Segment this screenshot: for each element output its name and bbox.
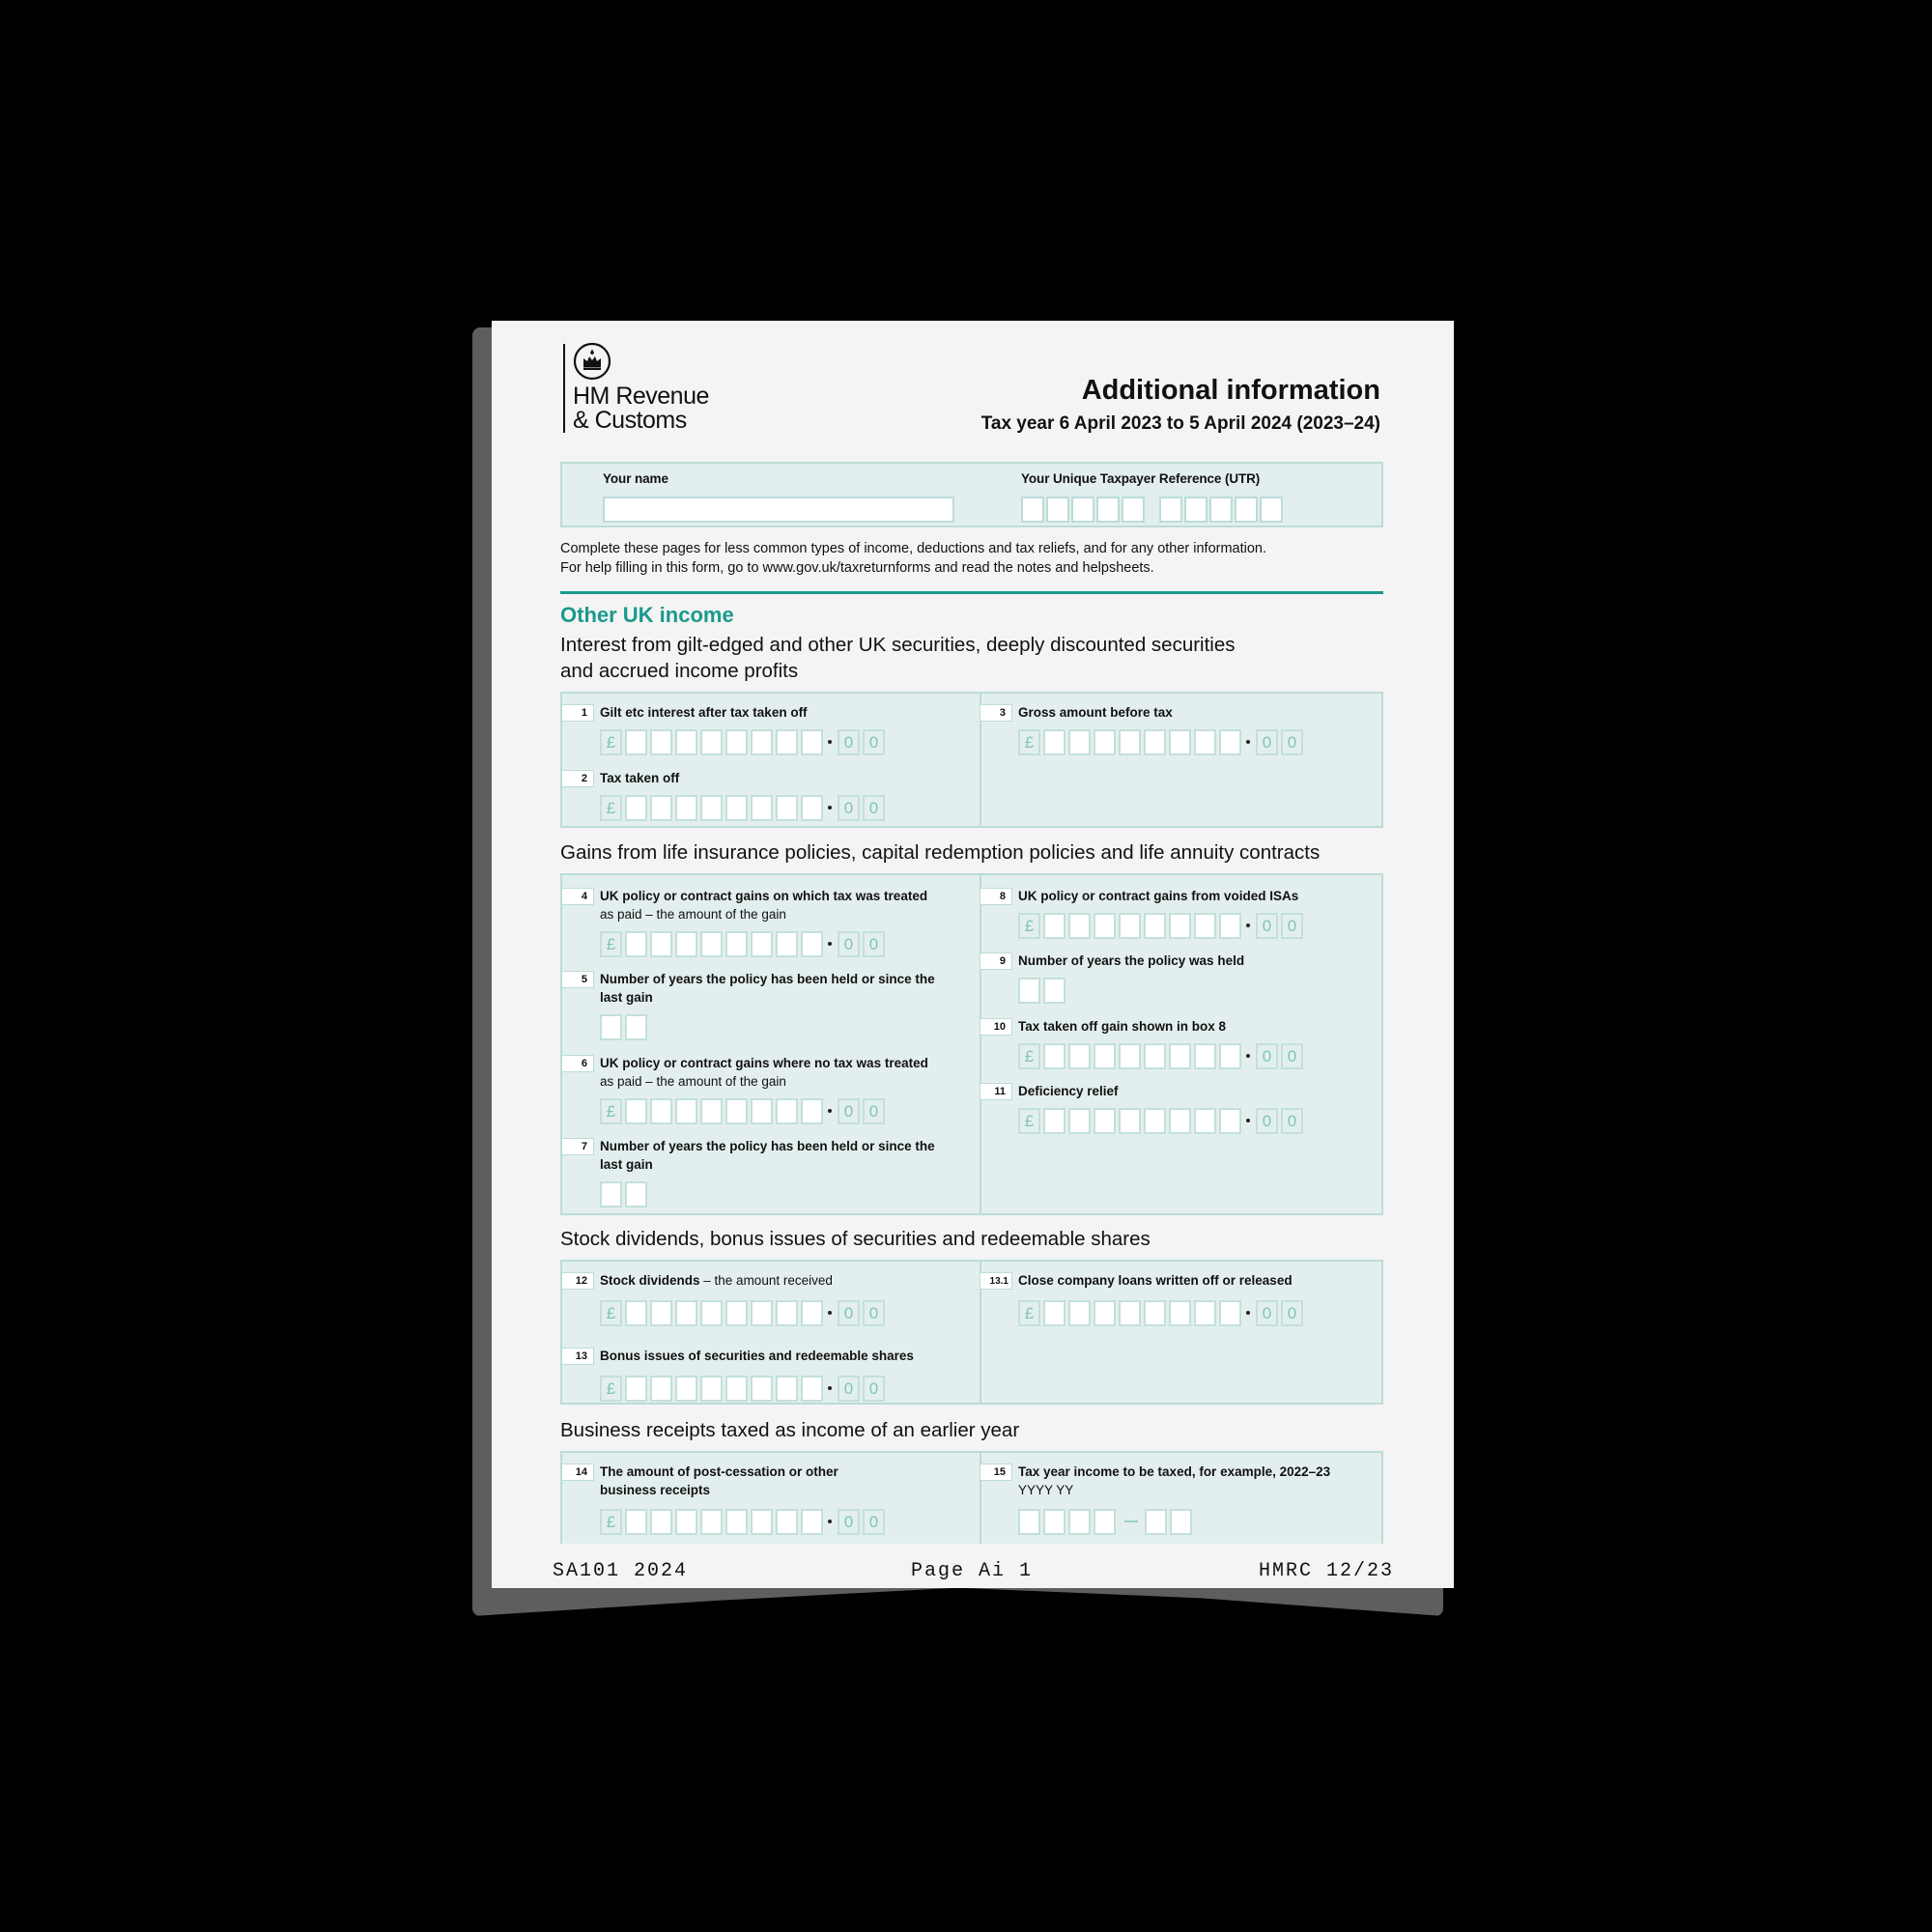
pound-sign-icon: £ bbox=[600, 1098, 622, 1124]
digit-box[interactable] bbox=[776, 931, 798, 957]
pence-box: 0 bbox=[863, 1509, 885, 1535]
pound-sign-icon: £ bbox=[600, 1509, 622, 1535]
digit-box[interactable] bbox=[1169, 1043, 1191, 1069]
digit-box[interactable] bbox=[1119, 1300, 1141, 1326]
decimal-point bbox=[1246, 1311, 1250, 1315]
pence-box: 0 bbox=[1256, 1108, 1278, 1134]
digit-box[interactable] bbox=[1043, 913, 1065, 939]
digit-box[interactable] bbox=[625, 1300, 647, 1326]
digit-box[interactable] bbox=[776, 795, 798, 821]
year-digit-box[interactable] bbox=[1043, 1509, 1065, 1535]
digit-box[interactable] bbox=[625, 1098, 647, 1124]
pence-box: 0 bbox=[863, 1376, 885, 1402]
digit-box[interactable] bbox=[1043, 1108, 1065, 1134]
decimal-point bbox=[1246, 923, 1250, 927]
digit-box[interactable] bbox=[751, 795, 773, 821]
digit-box[interactable] bbox=[1094, 729, 1116, 755]
digit-box[interactable] bbox=[751, 1300, 773, 1326]
digit-box[interactable] bbox=[1144, 1300, 1166, 1326]
digit-box[interactable] bbox=[801, 1376, 823, 1402]
digit-box[interactable] bbox=[650, 795, 672, 821]
digit-box[interactable] bbox=[1194, 729, 1216, 755]
decimal-point bbox=[828, 942, 832, 946]
utr-digit-box[interactable] bbox=[1260, 497, 1283, 523]
digit-box[interactable] bbox=[1068, 1043, 1091, 1069]
column-divider bbox=[980, 875, 981, 1213]
digit-box[interactable] bbox=[1194, 913, 1216, 939]
taxpayer-details-panel bbox=[560, 462, 1383, 527]
footer-version: HMRC 12/23 bbox=[1258, 1560, 1394, 1582]
digit-box[interactable] bbox=[1094, 1043, 1116, 1069]
pound-sign-icon: £ bbox=[1018, 1300, 1040, 1326]
field-label: Close company loans written off or released bbox=[1018, 1273, 1293, 1288]
digit-box[interactable] bbox=[751, 1098, 773, 1124]
dash-separator bbox=[1124, 1520, 1138, 1522]
digit-box[interactable] bbox=[801, 1098, 823, 1124]
tax-year-subtitle: Tax year 6 April 2023 to 5 April 2024 (2023–24) bbox=[980, 413, 1380, 434]
label-line: Number of years the policy has been held or since the bbox=[600, 972, 935, 986]
digit-box[interactable] bbox=[650, 1509, 672, 1535]
year-digit-box[interactable] bbox=[1170, 1509, 1192, 1535]
digit-box[interactable] bbox=[675, 1376, 697, 1402]
field-label: Tax taken off bbox=[600, 771, 680, 785]
label-line: UK policy or contract gains where no tax was treated bbox=[600, 1056, 928, 1070]
digit-box[interactable] bbox=[776, 1509, 798, 1535]
form-page bbox=[492, 321, 1454, 1588]
decimal-point bbox=[1246, 740, 1250, 744]
hmrc-logo-text bbox=[573, 384, 709, 433]
box-number: 1 bbox=[562, 704, 594, 722]
pence-box: 0 bbox=[1281, 913, 1303, 939]
decimal-point bbox=[828, 806, 832, 810]
decimal-point bbox=[828, 1109, 832, 1113]
digit-box[interactable] bbox=[801, 1509, 823, 1535]
digit-box[interactable] bbox=[600, 1014, 622, 1040]
pence-box: 0 bbox=[1256, 1300, 1278, 1326]
pence-box: 0 bbox=[863, 729, 885, 755]
pence-box: 0 bbox=[1256, 1043, 1278, 1069]
digit-box[interactable] bbox=[751, 1376, 773, 1402]
label-line: business receipts bbox=[600, 1483, 711, 1497]
digit-box[interactable] bbox=[700, 729, 723, 755]
digit-box[interactable] bbox=[725, 1509, 748, 1535]
intro-line-1: Complete these pages for less common types of income, deductions and tax reliefs, and for any other information. bbox=[560, 541, 1267, 556]
digit-box[interactable] bbox=[675, 1300, 697, 1326]
digit-box[interactable] bbox=[650, 729, 672, 755]
utr-digit-box[interactable] bbox=[1046, 497, 1069, 523]
footer-form-code: SA101 2024 bbox=[553, 1560, 689, 1582]
field-label bbox=[600, 1054, 928, 1091]
digit-box[interactable] bbox=[1068, 1108, 1091, 1134]
box-number: 11 bbox=[980, 1083, 1012, 1100]
label-line: as paid – the amount of the gain bbox=[600, 1074, 786, 1089]
pence-box: 0 bbox=[1256, 913, 1278, 939]
digit-box[interactable] bbox=[625, 729, 647, 755]
field-label bbox=[600, 887, 927, 923]
pound-sign-icon: £ bbox=[600, 1376, 622, 1402]
decimal-point bbox=[1246, 1054, 1250, 1058]
digit-box[interactable] bbox=[1119, 1108, 1141, 1134]
label-bold: Stock dividends bbox=[600, 1273, 700, 1288]
name-input[interactable] bbox=[603, 497, 954, 523]
digit-box[interactable] bbox=[751, 931, 773, 957]
box-number: 13 bbox=[562, 1348, 594, 1365]
pence-box: 0 bbox=[838, 795, 860, 821]
digit-box[interactable] bbox=[725, 1376, 748, 1402]
utr-digit-box[interactable] bbox=[1071, 497, 1094, 523]
pence-box: 0 bbox=[838, 729, 860, 755]
label-line: YYYY YY bbox=[1018, 1483, 1074, 1497]
logo-line-1: HM Revenue bbox=[573, 383, 709, 410]
pound-sign-icon: £ bbox=[1018, 1108, 1040, 1134]
box-number: 8 bbox=[980, 888, 1012, 905]
digit-box[interactable] bbox=[650, 1098, 672, 1124]
digit-box[interactable] bbox=[625, 795, 647, 821]
year-digit-box[interactable] bbox=[1145, 1509, 1167, 1535]
pound-sign-icon: £ bbox=[1018, 729, 1040, 755]
digit-box[interactable] bbox=[1119, 913, 1141, 939]
stock-dividends-panel bbox=[560, 1260, 1383, 1405]
pence-box: 0 bbox=[838, 931, 860, 957]
digit-box[interactable] bbox=[700, 795, 723, 821]
box-number: 13.1 bbox=[980, 1272, 1012, 1290]
field-label bbox=[600, 1271, 833, 1290]
digit-box[interactable] bbox=[650, 931, 672, 957]
label-line: as paid – the amount of the gain bbox=[600, 907, 786, 922]
digit-box[interactable] bbox=[1219, 1043, 1241, 1069]
digit-box[interactable] bbox=[625, 1181, 647, 1208]
pound-sign-icon: £ bbox=[600, 729, 622, 755]
logo-line-2: & Customs bbox=[573, 407, 687, 434]
pence-box: 0 bbox=[863, 795, 885, 821]
utr-label: Your Unique Taxpayer Reference (UTR) bbox=[1021, 471, 1261, 486]
digit-box[interactable] bbox=[1169, 913, 1191, 939]
section-title: Other UK income bbox=[560, 603, 734, 627]
digit-box[interactable] bbox=[1194, 1300, 1216, 1326]
label-line: UK policy or contract gains on which tax was treated bbox=[600, 889, 928, 903]
digit-box[interactable] bbox=[1144, 1108, 1166, 1134]
digit-box[interactable] bbox=[625, 1376, 647, 1402]
utr-digit-box[interactable] bbox=[1021, 497, 1044, 523]
digit-box[interactable] bbox=[700, 1300, 723, 1326]
digit-box[interactable] bbox=[1018, 978, 1040, 1004]
digit-box[interactable] bbox=[801, 931, 823, 957]
digit-box[interactable] bbox=[801, 729, 823, 755]
crown-logo-icon bbox=[573, 342, 611, 381]
digit-box[interactable] bbox=[700, 1098, 723, 1124]
digit-box[interactable] bbox=[1219, 729, 1241, 755]
utr-digit-box[interactable] bbox=[1096, 497, 1120, 523]
label-line: The amount of post-cessation or other bbox=[600, 1464, 838, 1479]
digit-box[interactable] bbox=[1043, 729, 1065, 755]
pence-box: 0 bbox=[1256, 729, 1278, 755]
digit-box[interactable] bbox=[600, 1181, 622, 1208]
digit-box[interactable] bbox=[1194, 1043, 1216, 1069]
digit-box[interactable] bbox=[1068, 1300, 1091, 1326]
box-number: 10 bbox=[980, 1018, 1012, 1036]
year-digit-box[interactable] bbox=[1068, 1509, 1091, 1535]
digit-box[interactable] bbox=[1169, 1300, 1191, 1326]
digit-box[interactable] bbox=[700, 1376, 723, 1402]
pence-box: 0 bbox=[838, 1300, 860, 1326]
digit-box[interactable] bbox=[776, 1376, 798, 1402]
digit-box[interactable] bbox=[1219, 913, 1241, 939]
field-label: Gross amount before tax bbox=[1018, 705, 1173, 720]
group-heading-life-insurance: Gains from life insurance policies, capital redemption policies and life annuity contracts bbox=[560, 841, 1321, 864]
interest-panel bbox=[560, 692, 1383, 828]
section-divider bbox=[560, 591, 1383, 594]
digit-box[interactable] bbox=[650, 1376, 672, 1402]
digit-box[interactable] bbox=[675, 795, 697, 821]
digit-box[interactable] bbox=[776, 1098, 798, 1124]
digit-box[interactable] bbox=[1219, 1300, 1241, 1326]
business-receipts-panel bbox=[560, 1451, 1383, 1544]
digit-box[interactable] bbox=[801, 795, 823, 821]
pence-box: 0 bbox=[838, 1098, 860, 1124]
digit-box[interactable] bbox=[675, 1098, 697, 1124]
utr-digit-box[interactable] bbox=[1184, 497, 1208, 523]
digit-box[interactable] bbox=[625, 1014, 647, 1040]
box-number: 2 bbox=[562, 770, 594, 787]
pence-box: 0 bbox=[1281, 1300, 1303, 1326]
digit-box[interactable] bbox=[1194, 1108, 1216, 1134]
logo-rule bbox=[563, 344, 565, 433]
digit-box[interactable] bbox=[725, 729, 748, 755]
field-label: Tax taken off gain shown in box 8 bbox=[1018, 1019, 1227, 1034]
pence-box: 0 bbox=[1281, 729, 1303, 755]
label-line: Tax year income to be taxed, for example, 2022–23 bbox=[1018, 1464, 1331, 1479]
digit-box[interactable] bbox=[1144, 913, 1166, 939]
utr-digit-box[interactable] bbox=[1235, 497, 1258, 523]
year-digit-box[interactable] bbox=[1094, 1509, 1116, 1535]
digit-box[interactable] bbox=[1144, 729, 1166, 755]
digit-box[interactable] bbox=[625, 1509, 647, 1535]
digit-box[interactable] bbox=[776, 1300, 798, 1326]
pound-sign-icon: £ bbox=[1018, 913, 1040, 939]
label-line: last gain bbox=[600, 1157, 653, 1172]
digit-box[interactable] bbox=[1043, 1300, 1065, 1326]
pence-box: 0 bbox=[838, 1376, 860, 1402]
digit-box[interactable] bbox=[675, 729, 697, 755]
box-number: 15 bbox=[980, 1463, 1012, 1481]
decimal-point bbox=[828, 1520, 832, 1523]
digit-box[interactable] bbox=[700, 931, 723, 957]
digit-box[interactable] bbox=[776, 729, 798, 755]
digit-box[interactable] bbox=[1094, 1300, 1116, 1326]
digit-box[interactable] bbox=[675, 1509, 697, 1535]
digit-box[interactable] bbox=[1094, 1108, 1116, 1134]
digit-box[interactable] bbox=[1169, 729, 1191, 755]
pence-box: 0 bbox=[1281, 1043, 1303, 1069]
group-heading-interest bbox=[560, 632, 1236, 684]
label-rest: – the amount received bbox=[699, 1273, 833, 1288]
pence-box: 0 bbox=[1281, 1108, 1303, 1134]
field-label: UK policy or contract gains from voided ISAs bbox=[1018, 889, 1299, 903]
decimal-point bbox=[828, 1311, 832, 1315]
name-label: Your name bbox=[603, 471, 668, 486]
pound-sign-icon: £ bbox=[600, 795, 622, 821]
pound-sign-icon: £ bbox=[600, 931, 622, 957]
life-insurance-panel bbox=[560, 873, 1383, 1215]
field-label: Gilt etc interest after tax taken off bbox=[600, 705, 808, 720]
digit-box[interactable] bbox=[625, 931, 647, 957]
utr-digit-box[interactable] bbox=[1122, 497, 1145, 523]
field-label bbox=[600, 1463, 838, 1499]
field-label bbox=[600, 1137, 935, 1174]
digit-box[interactable] bbox=[1219, 1108, 1241, 1134]
box-number: 5 bbox=[562, 971, 594, 988]
digit-box[interactable] bbox=[1094, 913, 1116, 939]
pence-box: 0 bbox=[838, 1509, 860, 1535]
field-label: Number of years the policy was held bbox=[1018, 953, 1245, 968]
digit-box[interactable] bbox=[700, 1509, 723, 1535]
digit-box[interactable] bbox=[1043, 1043, 1065, 1069]
box-number: 9 bbox=[980, 952, 1012, 970]
pound-sign-icon: £ bbox=[1018, 1043, 1040, 1069]
utr-digit-box[interactable] bbox=[1159, 497, 1182, 523]
field-label bbox=[600, 970, 935, 1007]
utr-digit-box[interactable] bbox=[1209, 497, 1233, 523]
pence-box: 0 bbox=[863, 1098, 885, 1124]
digit-box[interactable] bbox=[751, 729, 773, 755]
box-number: 12 bbox=[562, 1272, 594, 1290]
box-number: 3 bbox=[980, 704, 1012, 722]
year-digit-box[interactable] bbox=[1018, 1509, 1040, 1535]
group-heading-stock-dividends: Stock dividends, bonus issues of securities and redeemable shares bbox=[560, 1228, 1151, 1250]
page-title: Additional information bbox=[1081, 375, 1380, 406]
label-line: Number of years the policy has been held or since the bbox=[600, 1139, 935, 1153]
digit-box[interactable] bbox=[1119, 1043, 1141, 1069]
footer-page-number: Page Ai 1 bbox=[911, 1560, 1034, 1582]
digit-box[interactable] bbox=[725, 1098, 748, 1124]
digit-box[interactable] bbox=[1043, 978, 1065, 1004]
digit-box[interactable] bbox=[1068, 729, 1091, 755]
digit-box[interactable] bbox=[1144, 1043, 1166, 1069]
digit-box[interactable] bbox=[1119, 729, 1141, 755]
decimal-point bbox=[828, 740, 832, 744]
box-number: 7 bbox=[562, 1138, 594, 1155]
digit-box[interactable] bbox=[725, 931, 748, 957]
digit-box[interactable] bbox=[675, 931, 697, 957]
field-label: Bonus issues of securities and redeemable shares bbox=[600, 1349, 914, 1363]
digit-box[interactable] bbox=[1169, 1108, 1191, 1134]
heading-line: Interest from gilt-edged and other UK securities, deeply discounted securities bbox=[560, 634, 1236, 656]
field-label bbox=[1018, 1463, 1330, 1499]
pence-box: 0 bbox=[863, 931, 885, 957]
decimal-point bbox=[1246, 1119, 1250, 1122]
digit-box[interactable] bbox=[725, 795, 748, 821]
pence-box: 0 bbox=[863, 1300, 885, 1326]
field-label: Deficiency relief bbox=[1018, 1084, 1119, 1098]
decimal-point bbox=[828, 1386, 832, 1390]
digit-box[interactable] bbox=[1068, 913, 1091, 939]
box-number: 14 bbox=[562, 1463, 594, 1481]
heading-line: and accrued income profits bbox=[560, 660, 799, 682]
digit-box[interactable] bbox=[725, 1300, 748, 1326]
digit-box[interactable] bbox=[801, 1300, 823, 1326]
box-number: 6 bbox=[562, 1055, 594, 1072]
intro-line-2: For help filling in this form, go to www.gov.uk/taxreturnforms and read the notes and helpsheets. bbox=[560, 560, 1154, 576]
box-number: 4 bbox=[562, 888, 594, 905]
digit-box[interactable] bbox=[650, 1300, 672, 1326]
group-heading-business-receipts: Business receipts taxed as income of an earlier year bbox=[560, 1419, 1020, 1441]
label-line: last gain bbox=[600, 990, 653, 1005]
pound-sign-icon: £ bbox=[600, 1300, 622, 1326]
digit-box[interactable] bbox=[751, 1509, 773, 1535]
